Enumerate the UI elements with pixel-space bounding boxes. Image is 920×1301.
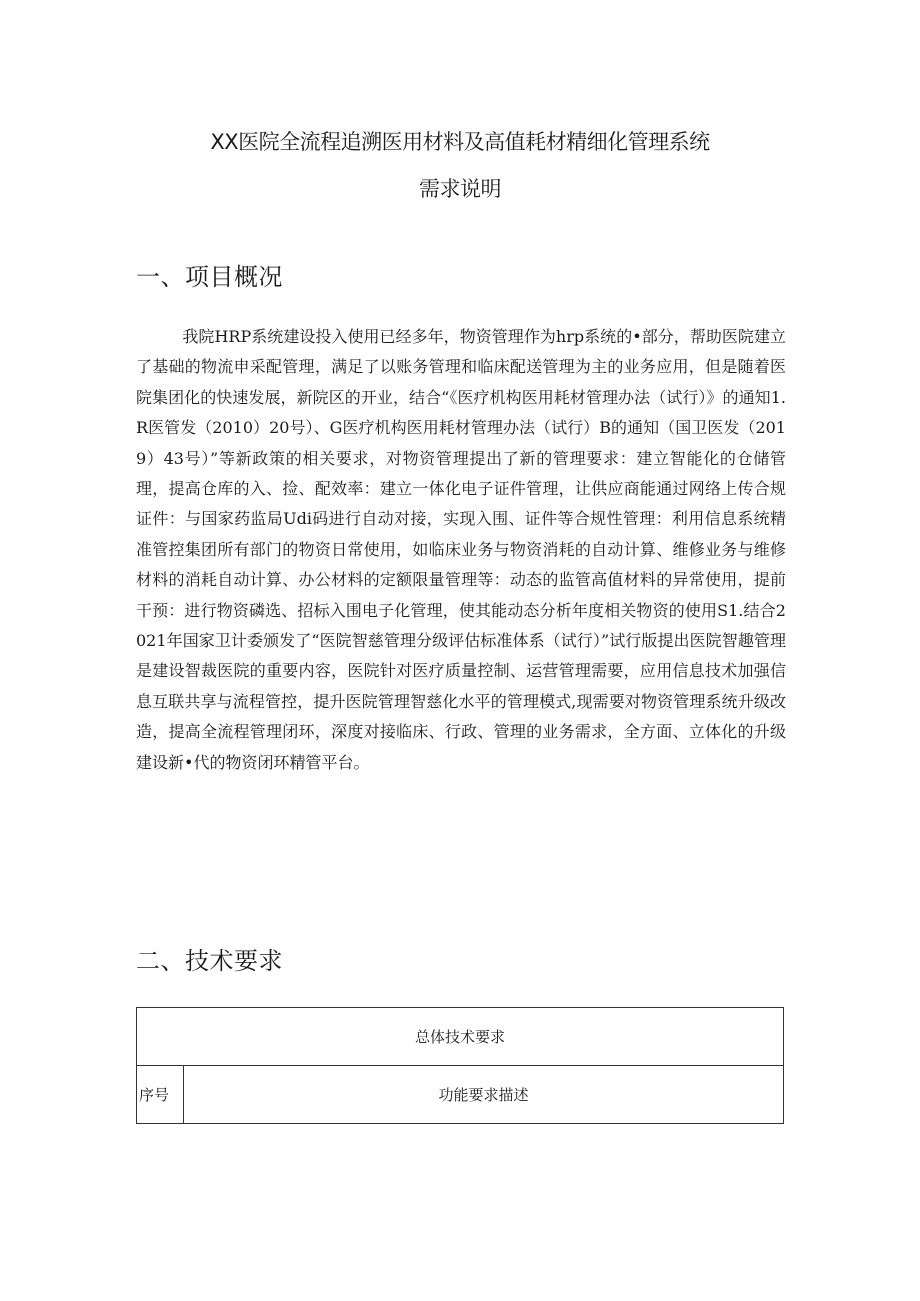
requirements-table bbox=[136, 1007, 784, 1124]
header-cell-seq: 序号 bbox=[137, 1066, 184, 1124]
table-caption: 总体技术要求 bbox=[137, 1008, 784, 1066]
table-caption-row bbox=[137, 1008, 784, 1066]
header-cell-description: 功能要求描述 bbox=[184, 1066, 784, 1124]
overview-paragraph: 我院HRP系统建设投入使用已经多年，物资管理作为hrp系统的•部分，帮助医院建立了基础的物流申采配管理，满足了以账务管理和临床配送管理为主的业务应用，但是随着医院集团化的快速发展，新院区的开业，结合“《医疗机构医用耗材管理办法（试行）》的通知1.R医管发（2010）20号）、G医疗机构医用耗材管理办法（试行）B的通知（国卫医发（2019）43号）”等新政策的相关要求，对物资管理提出了新的管理要求：建立智能化的仓储管理，提高仓库的入、捡、配效率：建立一体化电子证件管理，让供应商能通过网络上传合规证件：与国家药监局Udi码进行自动对接，实现入围、证件等合规性管理：利用信息系统精准管控集团所有部门的物资日常使用，如临床业务与物资消耗的自动计算、维修业务与维修材料的消耗自动计算、办公材料的定额限量管理等：动态的监管高值材料的异常使用，提前干预：进行物资磷选、招标入围电子化管理，使其能动态分析年度相关物资的使用S1.结合2021年国家卫计委颁发了“医院智慈管理分级评估标准体系（试行）”试行版提出医院智趣管理是建设智裁医院的重要内容，医院针对医疗质量控制、运营管理需要，应用信息技术加强信息互联共享与流程管控，提升医院管理智慈化水平的管理模式,现需要对物资管理系统升级改造，提高全流程管理闭环，深度对接临床、行政、管理的业务需求，全方面、立体化的升级建设新•代的物资闭环精管平台。 bbox=[136, 327, 786, 772]
section-heading-technical: 二、技术要求 bbox=[136, 947, 283, 975]
document-title: XX医院全流程追溯医用材料及高值耗材精细化管理系统 bbox=[210, 130, 710, 154]
table-header-row bbox=[137, 1066, 784, 1124]
section-heading-overview: 一、项目概况 bbox=[136, 263, 283, 291]
document-subtitle: 需求说明 bbox=[419, 177, 501, 201]
